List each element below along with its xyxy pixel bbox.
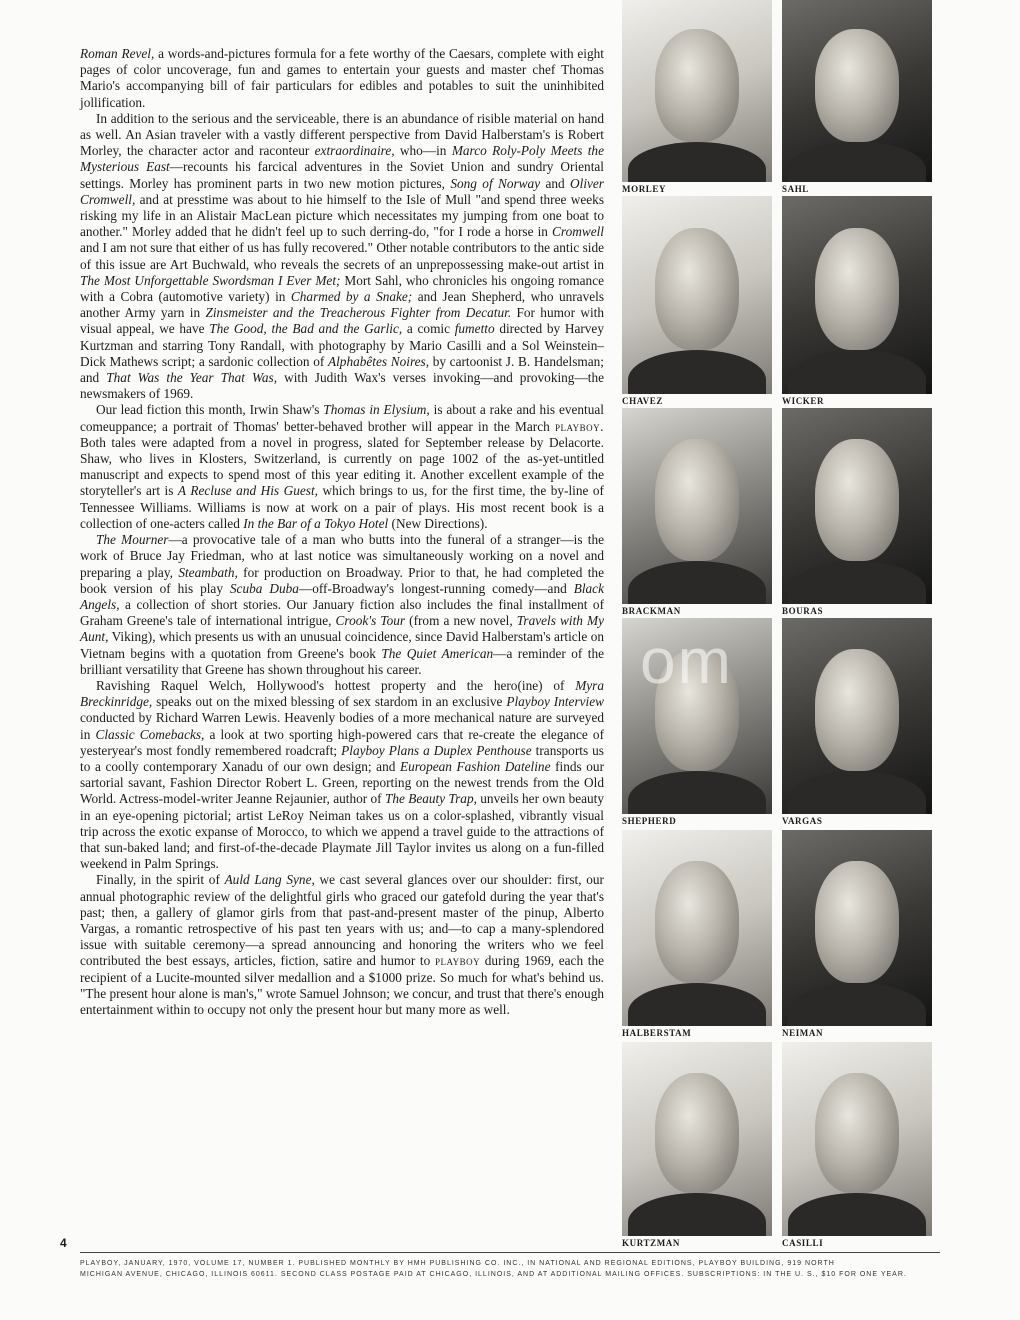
chavez-photo: [622, 196, 772, 394]
watermark: om: [640, 625, 733, 697]
photo-caption: VARGAS: [782, 816, 823, 826]
colophon-line-2: MICHIGAN AVENUE, CHICAGO, ILLINOIS 60611. SECOND CLASS POSTAGE PAID AT CHICAGO, ILLINOIS, AND AT ADDITIONAL MAILING OFFICES. SUBSCRIPTIONS: IN THE U. S., $10 FOR ONE YEAR.: [80, 1271, 907, 1278]
photo-caption: BOURAS: [782, 606, 824, 616]
photo-caption: SAHL: [782, 184, 809, 194]
bouras-photo: [782, 408, 932, 604]
paragraph-2: In addition to the serious and the serviceable, there is an abundance of risible material on hand as well. An Asian traveler with a vastly different perspective from David Halberstam's is Robert Morley, the character actor and raconteur extraordinaire, who—in Marco Roly-Poly Meets the Mysterious East—recounts his farcical adventures in the Soviet Union and sundry Oriental settings. Morley has prominent parts in two new motion pictures, Song of Norway and Oliver Cromwell, and at presstime was about to hie himself to the Isle of Mull "and spend three weeks risking my life in an Alistair MacLean picture which necessitates my jumping from one boat to another." Morley added that he didn't feel up to such derring-do, "for I rode a horse in Cromwell and I am not sure that either of us has fully recovered." Other notable contributors to the antic side of this issue are Art Buchwald, who reveals the secrets of an unprepossessing make-out artist in The Most Unforgettable Swordsman I Ever Met; Mort Sahl, who chronicles his ongoing romance with a Cobra (automotive variety) in Charmed by a Snake; and Jean Shepherd, who unravels another Army yarn in Zinsmeister and the Treacherous Fighter from Decatur. For humor with visual appeal, we have The Good, the Bad and the Garlic, a comic fumetto directed by Harvey Kurtzman and starring Tony Randall, with photography by Mario Casilli and a Sol Weinstein–Dick Mathews script; a sardonic collection of Alphabêtes Noires, by cartoonist J. B. Handelsman; and That Was the Year That Was, with Judith Wax's verses invoking—and provoking—the newsmakers of 1969.: [80, 110, 605, 402]
morley-photo: [622, 0, 772, 182]
photo-caption: NEIMAN: [782, 1028, 824, 1038]
photo-caption: BRACKMAN: [622, 606, 681, 616]
sahl-photo: [782, 0, 932, 182]
photo-caption: MORLEY: [622, 184, 667, 194]
photo-caption: HALBERSTAM: [622, 1028, 692, 1038]
paragraph-4: The Mourner—a provocative tale of a man who butts into the funeral of a stranger—is the work of Bruce Jay Friedman, who at last notice was simultaneously working on a novel and preparing a play, Steambath, for production on Broadway. Prior to that, he had completed the book version of his play Scuba Duba—off-Broadway's longest-running comedy—and Black Angels, a collection of short stories. Our January fiction also includes the final installment of Graham Greene's tale of international intrigue, Crook's Tour (from a new novel, Travels with My Aunt, Viking), which presents us with an unusual coincidence, since David Halberstam's article on Vietnam begins with a quotation from Greene's book The Quiet American—a reminder of the brilliant versatility that Greene has shown throughout his career.: [80, 532, 604, 677]
page-number: 4: [60, 1236, 67, 1250]
paragraph-6: Finally, in the spirit of Auld Lang Syne, we cast several glances over our shoulder: first, our annual photographic review of the delightful girls who graced our gatefold during the year that's past; then, a gallery of glamor girls from that past-and-present master of the pinup, Alberto Vargas, a romantic retrospective of his past ten years with us; and—to cap a many-splendored issue with suitable ceremony—a spread announcing and honoring the writers who we feel contributed the best essays, articles, fiction, satire and humor to playboy during 1969, each the recipient of a Lucite-mounted silver medallion and a $1000 prize. So much for what's behind us. "The present hour alone is man's," wrote Samuel Johnson; we concur, and trust that there's enough entertainment within to occupy not only the present hour but many more as well.: [80, 872, 604, 1017]
wicker-photo: [782, 196, 932, 394]
photo-caption: CHAVEZ: [622, 396, 663, 406]
brackman-photo: [622, 408, 772, 604]
vargas-photo: [782, 618, 932, 814]
photo-caption: KURTZMAN: [622, 1238, 680, 1248]
photo-caption: SHEPHERD: [622, 816, 677, 826]
photo-caption: CASILLI: [782, 1238, 824, 1248]
photo-caption: WICKER: [782, 396, 825, 406]
neiman-photo: [782, 830, 932, 1026]
paragraph-5: Ravishing Raquel Welch, Hollywood's hottest property and the hero(ine) of Myra Breckinridge, speaks out on the mixed blessing of sex stardom in an exclusive Playboy Interview conducted by Richard Warren Lewis. Heavenly bodies of a more mechanical nature are surveyed in Classic Comebacks, a look at two sporting high-powered cars that re-create the elegance of yesteryear's most fondly remembered roadcraft; Playboy Plans a Duplex Penthouse transports us to a coolly contemporary Xanadu of our own design; and European Fashion Dateline finds our sartorial savant, Fashion Director Robert L. Green, reporting on the newest trends from the Old World. Actress-model-writer Jeanne Rejaunier, author of The Beauty Trap, unveils her own beauty in an eye-opening pictorial; artist LeRoy Neiman takes us on a color-splashed, vibrantly visual trip across the exotic expanse of Morocco, to which we append a travel guide to the attractions of that sun-baked land; and first-of-the-decade Playmate Jill Taylor invites us along on a fun-filled weekend in Palm Springs.: [80, 677, 605, 872]
footer-divider: [80, 1252, 940, 1253]
colophon-line-1: PLAYBOY, JANUARY, 1970, VOLUME 17, NUMBER 1. PUBLISHED MONTHLY BY HMH PUBLISHING CO. INC., IN NATIONAL AND REGIONAL EDITIONS, PLAYBOY BUILDING, 919 NORTH: [80, 1260, 835, 1267]
article-body: [80, 46, 604, 1018]
halberstam-photo: [622, 830, 772, 1026]
paragraph-1: Roman Revel, a words-and-pictures formula for a fete worthy of the Caesars, complete with eight pages of color uncoverage, fun and games to entertain your guests and master chef Thomas Mario's accompanying bill of fair particulars for edibles and potables to suit the uninhibited jollification.: [80, 46, 604, 110]
paragraph-3: Our lead fiction this month, Irwin Shaw's Thomas in Elysium, is about a rake and his eventual comeuppance; a portrait of Thomas' better-behaved brother will appear in the March playboy. Both tales were adapted from a novel in progress, slated for September release by Delacorte. Shaw, who lives in Klosters, Switzerland, is currently on page 1002 of the as-yet-untitled manuscript and expects to spend most of this year editing it. Another excellent example of the storyteller's art is A Recluse and His Guest, which brings to us, for the first time, the by-line of Tennessee Williams. Williams is now at work on a pair of plays. His most recent book is a collection of one-acters called In the Bar of a Tokyo Hotel (New Directions).: [80, 402, 604, 531]
casilli-photo: [782, 1042, 932, 1236]
kurtzman-photo: [622, 1042, 772, 1236]
colophon: [80, 1258, 940, 1280]
